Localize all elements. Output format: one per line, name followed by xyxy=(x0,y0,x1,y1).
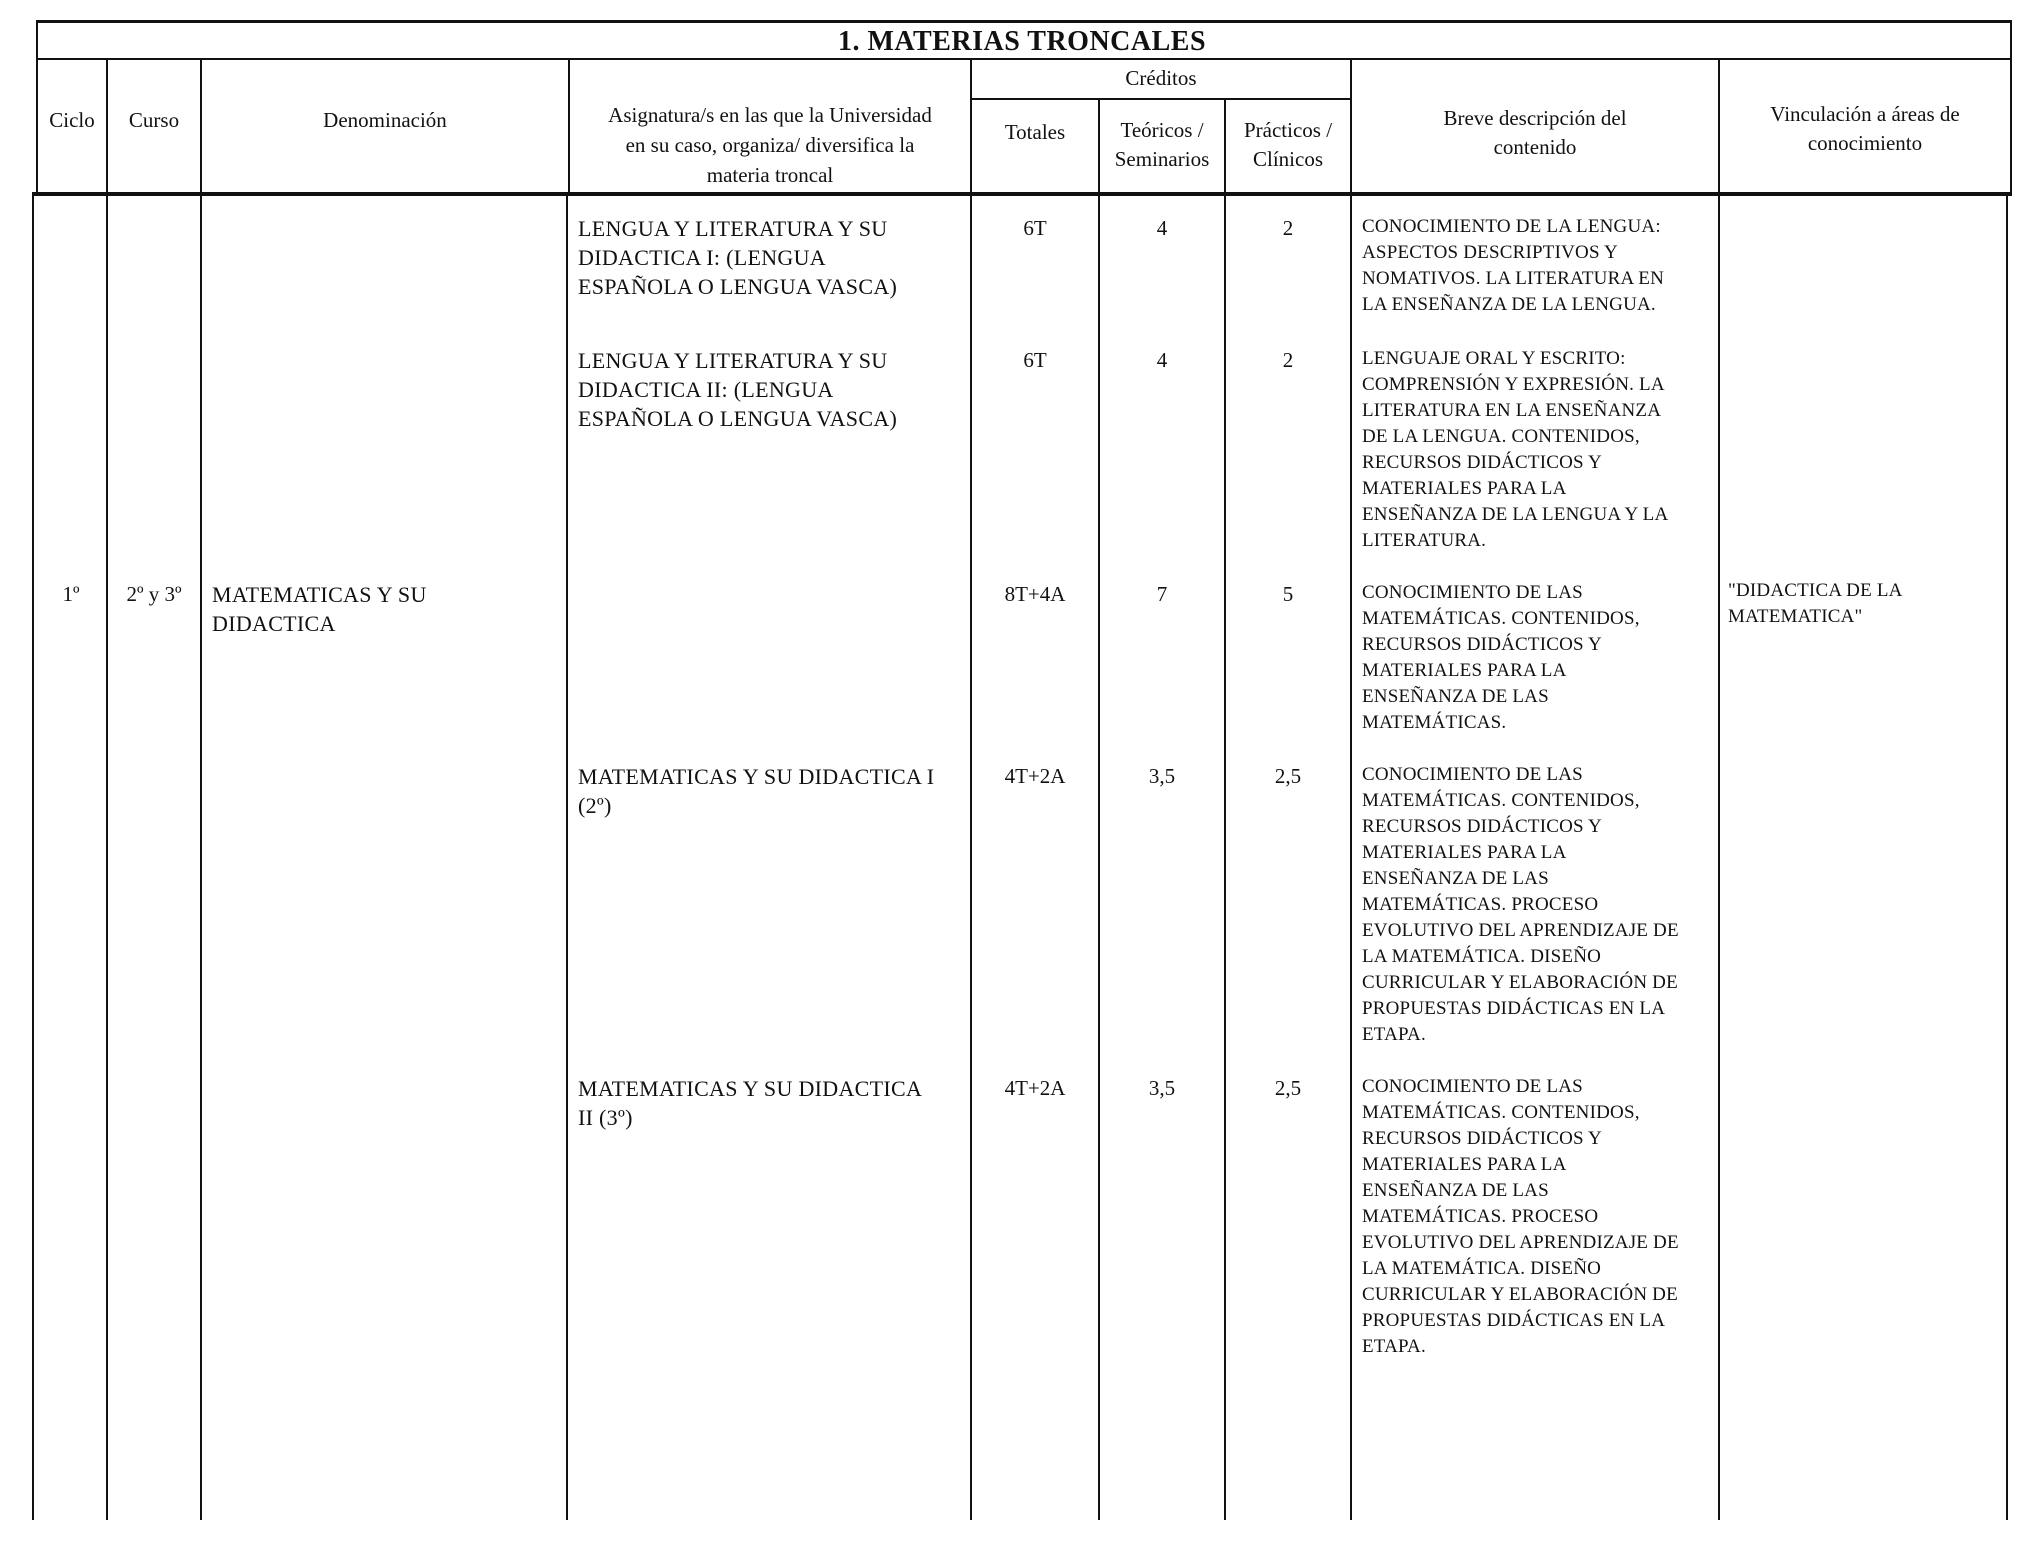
materias-troncales-table xyxy=(32,20,2012,1520)
row-4-asignatura: MATEMATICAS Y SU DIDACTICA I (2º) xyxy=(578,764,935,818)
body-col-asignatura xyxy=(566,194,568,1520)
header-creditos: Créditos xyxy=(1125,66,1197,90)
header-practicos: Prácticos / Clínicos xyxy=(1243,118,1333,171)
curso-value: 2º y 3º xyxy=(126,582,182,606)
row-3-practicos: 5 xyxy=(1282,582,1294,606)
body-col-practicos xyxy=(1224,194,1226,1520)
header-denominacion: Denominación xyxy=(323,108,447,132)
row-5-practicos: 2,5 xyxy=(1274,1076,1302,1100)
row-3-totales: 8T+4A xyxy=(1004,582,1066,606)
row-4-teoricos: 3,5 xyxy=(1148,764,1176,788)
table-top-border xyxy=(36,20,2010,23)
row-5-teoricos: 3,5 xyxy=(1148,1076,1176,1100)
vinculacion-value: "DIDACTICA DE LA MATEMATICA" xyxy=(1728,580,1903,627)
row-2-teoricos: 4 xyxy=(1156,348,1168,372)
body-col-vinculacion xyxy=(1718,194,1720,1520)
denominacion-value: MATEMATICAS Y SU DIDACTICA xyxy=(212,582,427,636)
row-1-teoricos: 4 xyxy=(1156,216,1168,240)
row-1-descripcion: CONOCIMIENTO DE LA LENGUA: ASPECTOS DESCRIPTIVOS Y NOMATIVOS. LA LITERATURA EN LA ENSEÑANZA DE LA LENGUA. xyxy=(1362,216,1665,315)
body-col-curso xyxy=(106,194,108,1520)
row-1-practicos: 2 xyxy=(1282,216,1294,240)
body-col-teoricos xyxy=(1098,194,1100,1520)
row-5-asignatura: MATEMATICAS Y SU DIDACTICA II (3º) xyxy=(578,1076,923,1130)
row-1-totales: 6T xyxy=(1023,216,1047,240)
row-1-asignatura: LENGUA Y LITERATURA Y SU DIDACTICA I: (LENGUA ESPAÑOLA O LENGUA VASCA) xyxy=(578,216,898,299)
row-4-practicos: 2,5 xyxy=(1274,764,1302,788)
row-4-descripcion: CONOCIMIENTO DE LAS MATEMÁTICAS. CONTENIDOS, RECURSOS DIDÁCTICOS Y MATERIALES PARA LA ENSEÑANZA DE LAS MATEMÁTICAS. PROCESO EVOLUTIVO DEL APRENDIZAJE DE LA MATEMÁTICA. DISEÑO CURRICULAR Y ELABORACIÓN DE PROPUESTAS DIDÁCTICAS EN LA ETAPA. xyxy=(1362,764,1679,1045)
body-left-border xyxy=(32,194,34,1520)
row-2-asignatura: LENGUA Y LITERATURA Y SU DIDACTICA II: (LENGUA ESPAÑOLA O LENGUA VASCA) xyxy=(578,348,898,431)
header-asignatura: Asignatura/s en las que la Universidad en su caso, organiza/ diversifica la materia troncal xyxy=(608,103,932,187)
creditos-divider xyxy=(970,98,1350,100)
body-col-descripcion xyxy=(1350,194,1352,1520)
title-bottom-border xyxy=(36,58,2010,60)
header-totales: Totales xyxy=(1004,120,1066,144)
row-3-teoricos: 7 xyxy=(1156,582,1168,606)
row-5-descripcion: CONOCIMIENTO DE LAS MATEMÁTICAS. CONTENIDOS, RECURSOS DIDÁCTICOS Y MATERIALES PARA LA ENSEÑANZA DE LAS MATEMÁTICAS. PROCESO EVOLUTIVO DEL APRENDIZAJE DE LA MATEMÁTICA. DISEÑO CURRICULAR Y ELABORACIÓN DE PROPUESTAS DIDÁCTICAS EN LA ETAPA. xyxy=(1362,1076,1679,1357)
header-vinculacion: Vinculación a áreas de conocimiento xyxy=(1770,102,1960,155)
header-teoricos: Teóricos / Seminarios xyxy=(1114,118,1210,171)
row-5-totales: 4T+2A xyxy=(1004,1076,1066,1100)
table-title: 1. MATERIAS TRONCALES xyxy=(837,26,1207,57)
body-col-totales xyxy=(970,194,972,1520)
ciclo-value: 1º xyxy=(62,582,80,606)
header-curso: Curso xyxy=(128,108,180,132)
header-ciclo: Ciclo xyxy=(49,108,95,132)
row-3-descripcion: CONOCIMIENTO DE LAS MATEMÁTICAS. CONTENIDOS, RECURSOS DIDÁCTICOS Y MATERIALES PARA LA ENSEÑANZA DE LAS MATEMÁTICAS. xyxy=(1362,582,1640,733)
row-2-practicos: 2 xyxy=(1282,348,1294,372)
header-descripcion: Breve descripción del contenido xyxy=(1443,106,1627,159)
row-4-totales: 4T+2A xyxy=(1004,764,1066,788)
header-bottom-border xyxy=(32,192,2012,196)
row-2-totales: 6T xyxy=(1023,348,1047,372)
body-col-denominacion xyxy=(200,194,202,1520)
body-right-border xyxy=(2006,194,2008,1520)
row-2-descripcion: LENGUAJE ORAL Y ESCRITO: COMPRENSIÓN Y EXPRESIÓN. LA LITERATURA EN LA ENSEÑANZA DE LA LENGUA. CONTENIDOS, RECURSOS DIDÁCTICOS Y MATERIALES PARA LA ENSEÑANZA DE LA LENGUA Y LA LITERATURA. xyxy=(1362,348,1669,551)
